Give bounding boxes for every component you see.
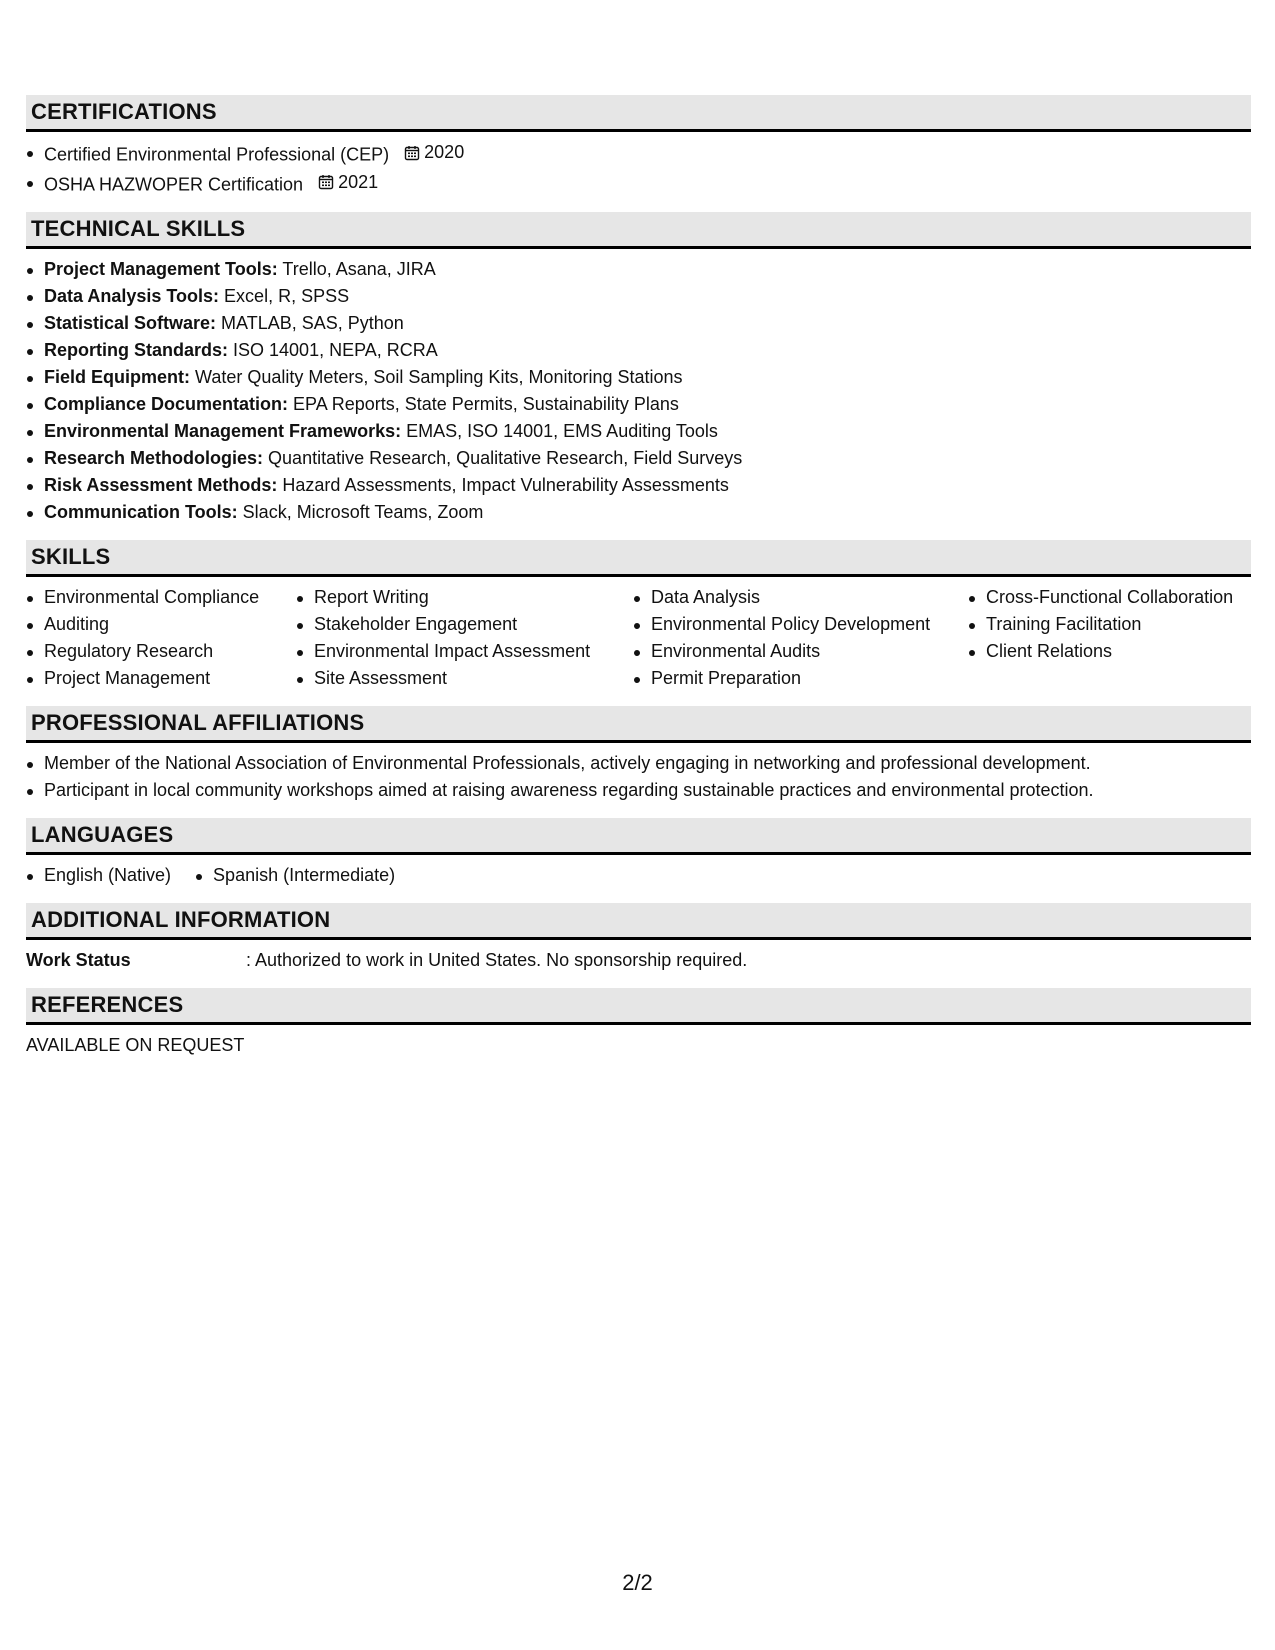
skill-values: Excel, R, SPSS bbox=[219, 286, 350, 306]
certification-name: Certified Environmental Professional (CEP) bbox=[44, 144, 390, 165]
skills-column bbox=[968, 584, 1251, 692]
technical-skills-section bbox=[26, 212, 1251, 540]
list-item bbox=[26, 310, 1251, 337]
certification-date bbox=[318, 169, 378, 196]
skill-category: Project Management Tools: bbox=[44, 259, 278, 279]
certification-year: 2020 bbox=[424, 142, 465, 162]
languages-section bbox=[26, 818, 1251, 903]
list-item bbox=[26, 256, 1251, 283]
list-item: Regulatory Research bbox=[26, 638, 296, 665]
list-item bbox=[26, 391, 1251, 418]
skills-column bbox=[296, 584, 633, 692]
list-item: Site Assessment bbox=[296, 665, 633, 692]
skill-category: Reporting Standards: bbox=[44, 340, 229, 360]
certifications-section bbox=[26, 95, 1251, 212]
skill-values: Slack, Microsoft Teams, Zoom bbox=[237, 502, 484, 522]
list-item: Environmental Audits bbox=[633, 638, 968, 665]
section-title: LANGUAGES bbox=[31, 822, 174, 847]
calendar-icon bbox=[318, 174, 334, 190]
certification-name: OSHA HAZWOPER Certification bbox=[44, 174, 304, 194]
list-item: Environmental Compliance bbox=[26, 584, 296, 611]
skills-header bbox=[26, 540, 1251, 577]
list-item: Project Management bbox=[26, 665, 296, 692]
list-item bbox=[26, 418, 1251, 445]
references-text: AVAILABLE ON REQUEST bbox=[26, 1035, 245, 1055]
technical-skills-body bbox=[26, 249, 1251, 540]
list-item bbox=[26, 499, 1251, 526]
list-item: Cross-Functional Collaboration bbox=[968, 584, 1251, 611]
list-item bbox=[26, 445, 1251, 472]
skill-values: Hazard Assessments, Impact Vulnerability Assessments bbox=[277, 475, 729, 495]
skills-grid bbox=[26, 577, 1251, 706]
skill-category: Data Analysis Tools: bbox=[44, 286, 220, 306]
list-item: Participant in local community workshops aimed at raising awareness regarding sustainable practices and environmental protection. bbox=[26, 777, 1251, 804]
skill-category: Compliance Documentation: bbox=[44, 394, 289, 414]
references-header bbox=[26, 988, 1251, 1025]
affiliations-body bbox=[26, 743, 1251, 818]
certification-year: 2021 bbox=[338, 171, 379, 192]
skill-values: Water Quality Meters, Soil Sampling Kits, Monitoring Stations bbox=[190, 367, 683, 387]
list-item: Data Analysis bbox=[633, 584, 968, 611]
additional-info-section bbox=[26, 903, 1251, 988]
list-item bbox=[26, 139, 1251, 169]
technical-skills-header bbox=[26, 212, 1251, 249]
list-item: Environmental Policy Development bbox=[633, 611, 968, 638]
work-status-row bbox=[26, 947, 1251, 974]
list-item: English (Native) bbox=[26, 862, 171, 889]
affiliations-section bbox=[26, 706, 1251, 818]
skill-values: Quantitative Research, Qualitative Research, Field Surveys bbox=[263, 448, 743, 468]
list-item: Auditing bbox=[26, 611, 296, 638]
section-title: CERTIFICATIONS bbox=[31, 99, 217, 124]
affiliations-list bbox=[26, 750, 1251, 804]
affiliations-header bbox=[26, 706, 1251, 743]
list-item: Spanish (Intermediate) bbox=[195, 862, 395, 889]
list-item: Environmental Impact Assessment bbox=[296, 638, 633, 665]
section-title: TECHNICAL SKILLS bbox=[31, 216, 246, 241]
skill-values: ISO 14001, NEPA, RCRA bbox=[228, 340, 438, 360]
skill-category: Risk Assessment Methods: bbox=[44, 475, 278, 495]
skill-values: MATLAB, SAS, Python bbox=[216, 313, 404, 333]
skill-values: EPA Reports, State Permits, Sustainability Plans bbox=[288, 394, 679, 414]
skill-category: Statistical Software: bbox=[44, 313, 217, 333]
skill-values: EMAS, ISO 14001, EMS Auditing Tools bbox=[401, 421, 718, 441]
certification-date bbox=[404, 139, 464, 166]
certifications-list bbox=[26, 139, 1251, 198]
languages-header bbox=[26, 818, 1251, 855]
skill-category: Research Methodologies: bbox=[44, 448, 264, 468]
list-item bbox=[26, 337, 1251, 364]
section-title: PROFESSIONAL AFFILIATIONS bbox=[31, 710, 365, 735]
calendar-icon bbox=[404, 145, 420, 161]
list-item bbox=[26, 169, 1251, 199]
list-item: Client Relations bbox=[968, 638, 1251, 665]
list-item: Report Writing bbox=[296, 584, 633, 611]
list-item bbox=[26, 364, 1251, 391]
certifications-header bbox=[26, 95, 1251, 132]
resume-page bbox=[26, 95, 1251, 1073]
skill-values: Trello, Asana, JIRA bbox=[277, 259, 436, 279]
section-title: REFERENCES bbox=[31, 992, 184, 1017]
list-item: Member of the National Association of Environmental Professionals, actively engaging in networking and professional development. bbox=[26, 750, 1251, 777]
list-item: Permit Preparation bbox=[633, 665, 968, 692]
list-item: Stakeholder Engagement bbox=[296, 611, 633, 638]
additional-info-body bbox=[26, 940, 1251, 988]
skills-column bbox=[633, 584, 968, 692]
list-item bbox=[26, 472, 1251, 499]
section-title: ADDITIONAL INFORMATION bbox=[31, 907, 331, 932]
languages-list bbox=[26, 862, 1251, 889]
additional-info-header bbox=[26, 903, 1251, 940]
skill-category: Environmental Management Frameworks: bbox=[44, 421, 402, 441]
skill-category: Field Equipment: bbox=[44, 367, 190, 387]
page-number: 2/2 bbox=[622, 1570, 653, 1595]
list-item: Training Facilitation bbox=[968, 611, 1251, 638]
references-section bbox=[26, 988, 1251, 1073]
references-body bbox=[26, 1025, 1251, 1073]
list-item bbox=[26, 283, 1251, 310]
skills-column bbox=[26, 584, 296, 692]
languages-body bbox=[26, 855, 1251, 903]
section-title: SKILLS bbox=[31, 544, 111, 569]
work-status-label: Work Status bbox=[26, 950, 131, 970]
work-status-value: : Authorized to work in United States. No sponsorship required. bbox=[246, 950, 748, 970]
skill-category: Communication Tools: bbox=[44, 502, 238, 522]
certifications-body bbox=[26, 132, 1251, 212]
skills-section bbox=[26, 540, 1251, 706]
technical-skills-list bbox=[26, 256, 1251, 526]
